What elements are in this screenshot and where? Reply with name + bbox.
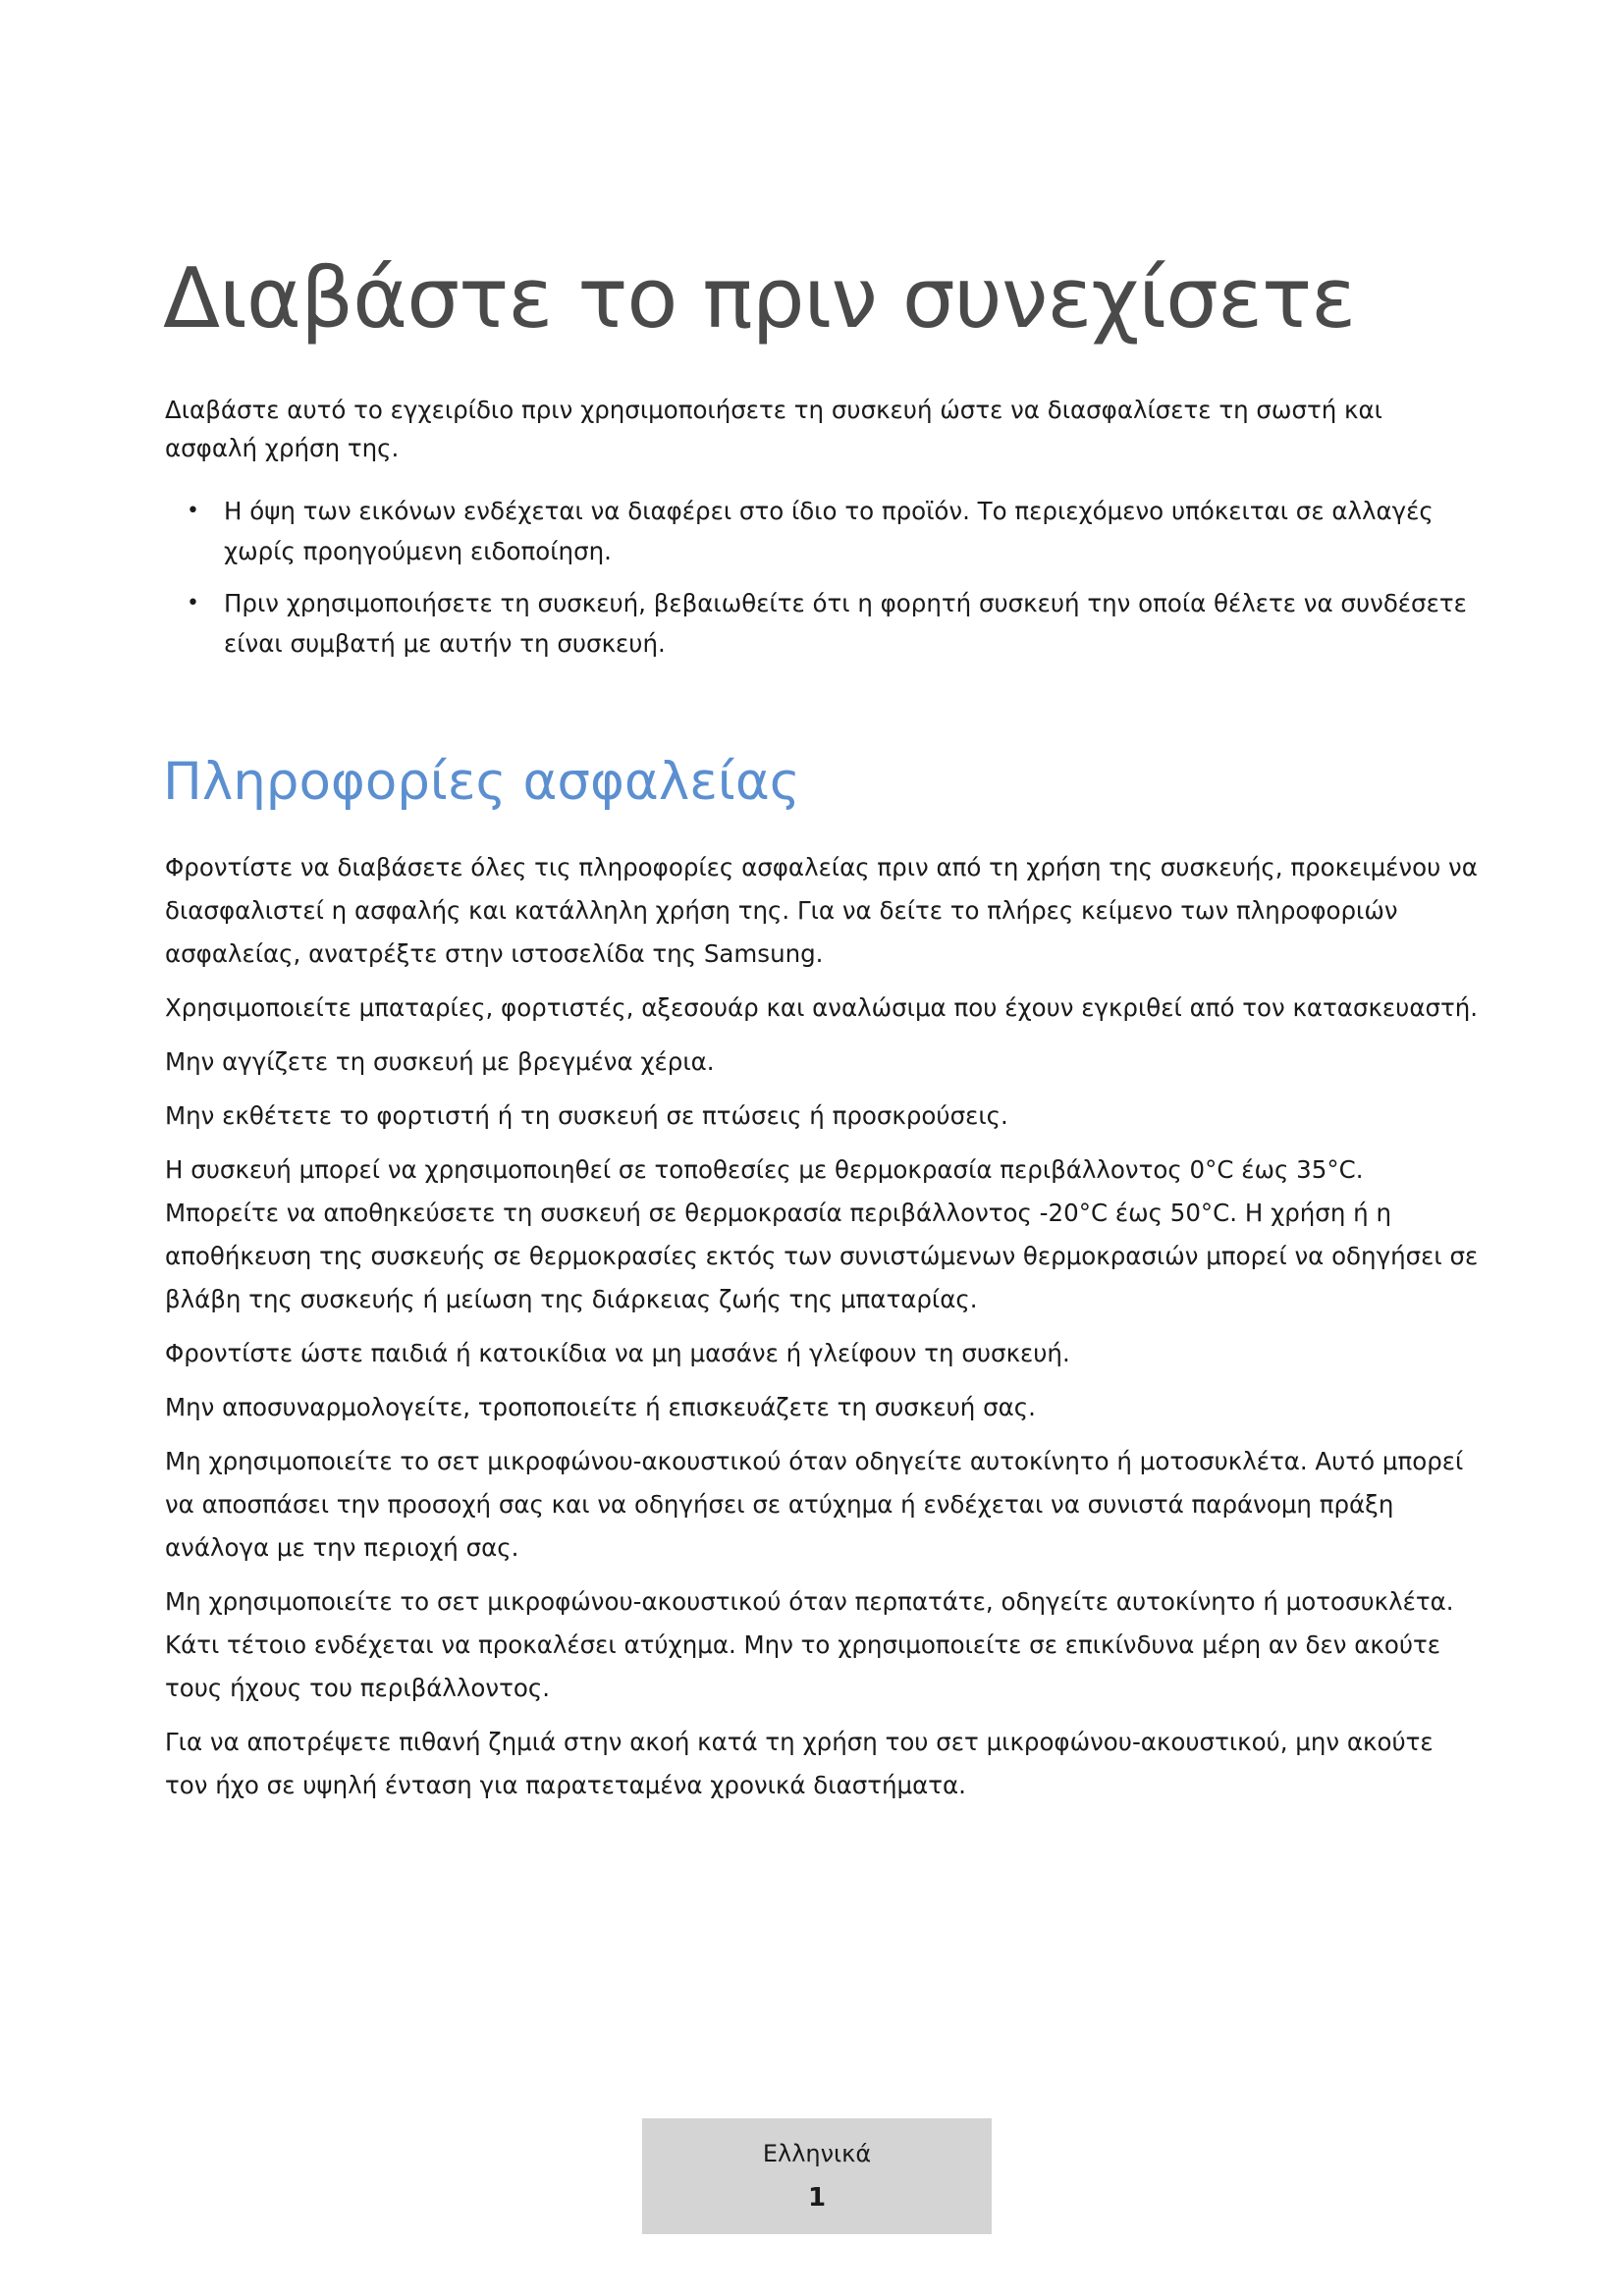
bullet-icon: • xyxy=(187,499,199,523)
list-item xyxy=(165,583,1471,664)
safety-paragraph: Για να αποτρέψετε πιθανή ζημιά στην ακοή κατά τη χρήση του σετ μικροφώνου-ακουστικού, μην ακούτε τον ήχο σε υψηλή ένταση για παρατεταμένα χρονικά διαστήματα. xyxy=(165,1728,1434,1799)
safety-paragraph: Μην αποσυναρμολογείτε, τροποποιείτε ή επισκευάζετε τη συσκευή σας. xyxy=(165,1393,1036,1421)
safety-paragraph: Φροντίστε ώστε παιδιά ή κατοικίδια να μη μασάνε ή γλείφουν τη συσκευή. xyxy=(165,1339,1070,1367)
safety-paragraph: Μη χρησιμοποιείτε το σετ μικροφώνου-ακουστικού όταν περπατάτε, οδηγείτε αυτοκίνητο ή μοτοσυκλέτα. Κάτι τέτοιο ενδέχεται να προκαλέσει ατύχημα. Μην το χρησιμοποιείτε σε επικίνδυνα μέρη αν δεν ακούτε τους ήχους του περιβάλλοντος. xyxy=(165,1587,1454,1702)
safety-paragraph: Φροντίστε να διαβάσετε όλες τις πληροφορίες ασφαλείας πριν από τη χρήση της συσκευής, προκειμένου να διασφαλιστεί η ασφαλής και κατάλληλη χρήση της. Για να δείτε το πλήρες κείμενο των πληροφοριών ασφαλείας, ανατρέξτε στην ιστοσελίδα της Samsung. xyxy=(165,853,1478,968)
section-title-safety: Πληροφορίες ασφαλείας xyxy=(163,752,800,812)
page-footer xyxy=(642,2118,992,2234)
safety-paragraph: Μη χρησιμοποιείτε το σετ μικροφώνου-ακουστικού όταν οδηγείτε αυτοκίνητο ή μοτοσυκλέτα. Αυτό μπορεί να αποσπάσει την προσοχή σας και να οδηγήσει σε ατύχημα ή ενδέχεται να συνιστά παράνομη πράξη ανάλογα με την περιοχή σας. xyxy=(165,1447,1464,1562)
safety-paragraph: Χρησιμοποιείτε μπαταρίες, φορτιστές, αξεσουάρ και αναλώσιμα που έχουν εγκριθεί από τον κατασκευαστή. xyxy=(165,993,1479,1022)
notes-list xyxy=(165,491,1471,675)
footer-language: Ελληνικά xyxy=(762,2140,872,2167)
safety-section xyxy=(165,846,1481,1818)
bullet-icon: • xyxy=(187,591,199,615)
safety-paragraph: Μην εκθέτετε το φορτιστή ή τη συσκευή σε πτώσεις ή προσκρούσεις. xyxy=(165,1101,1008,1130)
safety-paragraph: Η συσκευή μπορεί να χρησιμοποιηθεί σε τοποθεσίες με θερμοκρασία περιβάλλοντος 0°C έως 35°C. Μπορείτε να αποθηκεύσετε τη συσκευή σε θερμοκρασία περιβάλλοντος -20°C έως 50°C. Η χρήση ή η αποθήκευση της συσκευής σε θερμοκρασίες εκτός των συνιστώμενων θερμοκρασιών μπορεί να οδηγήσει σε βλάβη της συσκευής ή μείωση της διάρκειας ζωής της μπαταρίας. xyxy=(165,1155,1479,1313)
safety-paragraph: Μην αγγίζετε τη συσκευή με βρεγμένα χέρια. xyxy=(165,1047,715,1076)
intro-paragraph: Διαβάστε αυτό το εγχειρίδιο πριν χρησιμοποιήσετε τη συσκευή ώστε να διασφαλίσετε τη σωστή και ασφαλή χρήση της. xyxy=(165,396,1382,462)
list-item-text: Πριν χρησιμοποιήσετε τη συσκευή, βεβαιωθείτε ότι η φορητή συσκευή την οποία θέλετε να συνδέσετε είναι συμβατή με αυτήν τη συσκευή. xyxy=(224,589,1467,658)
list-item xyxy=(165,491,1471,571)
page-number: 1 xyxy=(807,2183,827,2213)
list-item-text: Η όψη των εικόνων ενδέχεται να διαφέρει στο ίδιο το προϊόν. Το περιεχόμενο υπόκειται σε αλλαγές χωρίς προηγούμενη ειδοποίηση. xyxy=(224,497,1434,565)
page-title: Διαβάστε το πριν συνεχίσετε xyxy=(163,250,1356,347)
